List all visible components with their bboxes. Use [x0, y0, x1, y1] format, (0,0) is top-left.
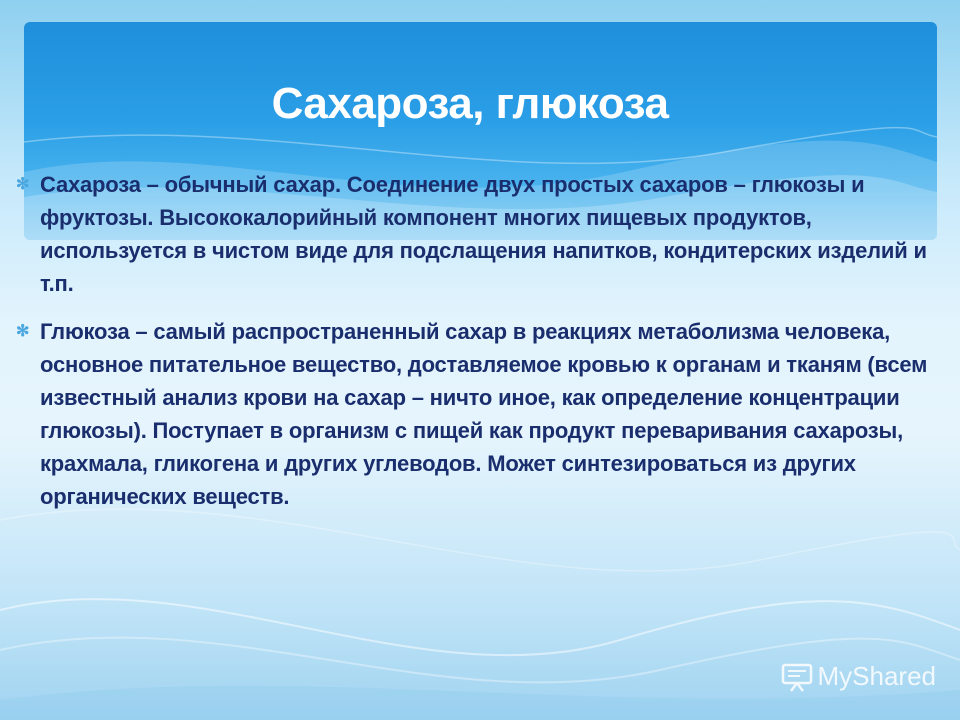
watermark [780, 661, 937, 692]
asterisk-bullet-icon: ✻ [16, 323, 30, 340]
watermark-text: MyShared [817, 661, 936, 691]
bullet-item [14, 315, 944, 513]
presentation-board-icon [780, 662, 814, 692]
bullet-text: Сахароза – обычный сахар. Соединение двух простых сахаров – глюкозы и фруктозы. Высококалорийный компонент многих пищевых продуктов, используется в чистом виде для подслащения напитков, кондитерских изделий и т.п. [40, 172, 927, 296]
bullet-item [14, 168, 944, 300]
slide-title: Сахароза, глюкоза [271, 79, 669, 128]
bullet-list [14, 168, 944, 528]
asterisk-bullet-icon: ✻ [16, 176, 30, 193]
bullet-text: Глюкоза – самый распространенный сахар в реакциях метаболизма человека, основное питательное вещество, доставляемое кровью к органам и тканям (всем известный анализ крови на сахар – ничто иное, как определение концентрации глюкозы). Поступает в организм с пищей как продукт переваривания сахарозы, крахмала, гликогена и других углеводов. Может синтезироваться из других органических веществ. [40, 319, 928, 509]
